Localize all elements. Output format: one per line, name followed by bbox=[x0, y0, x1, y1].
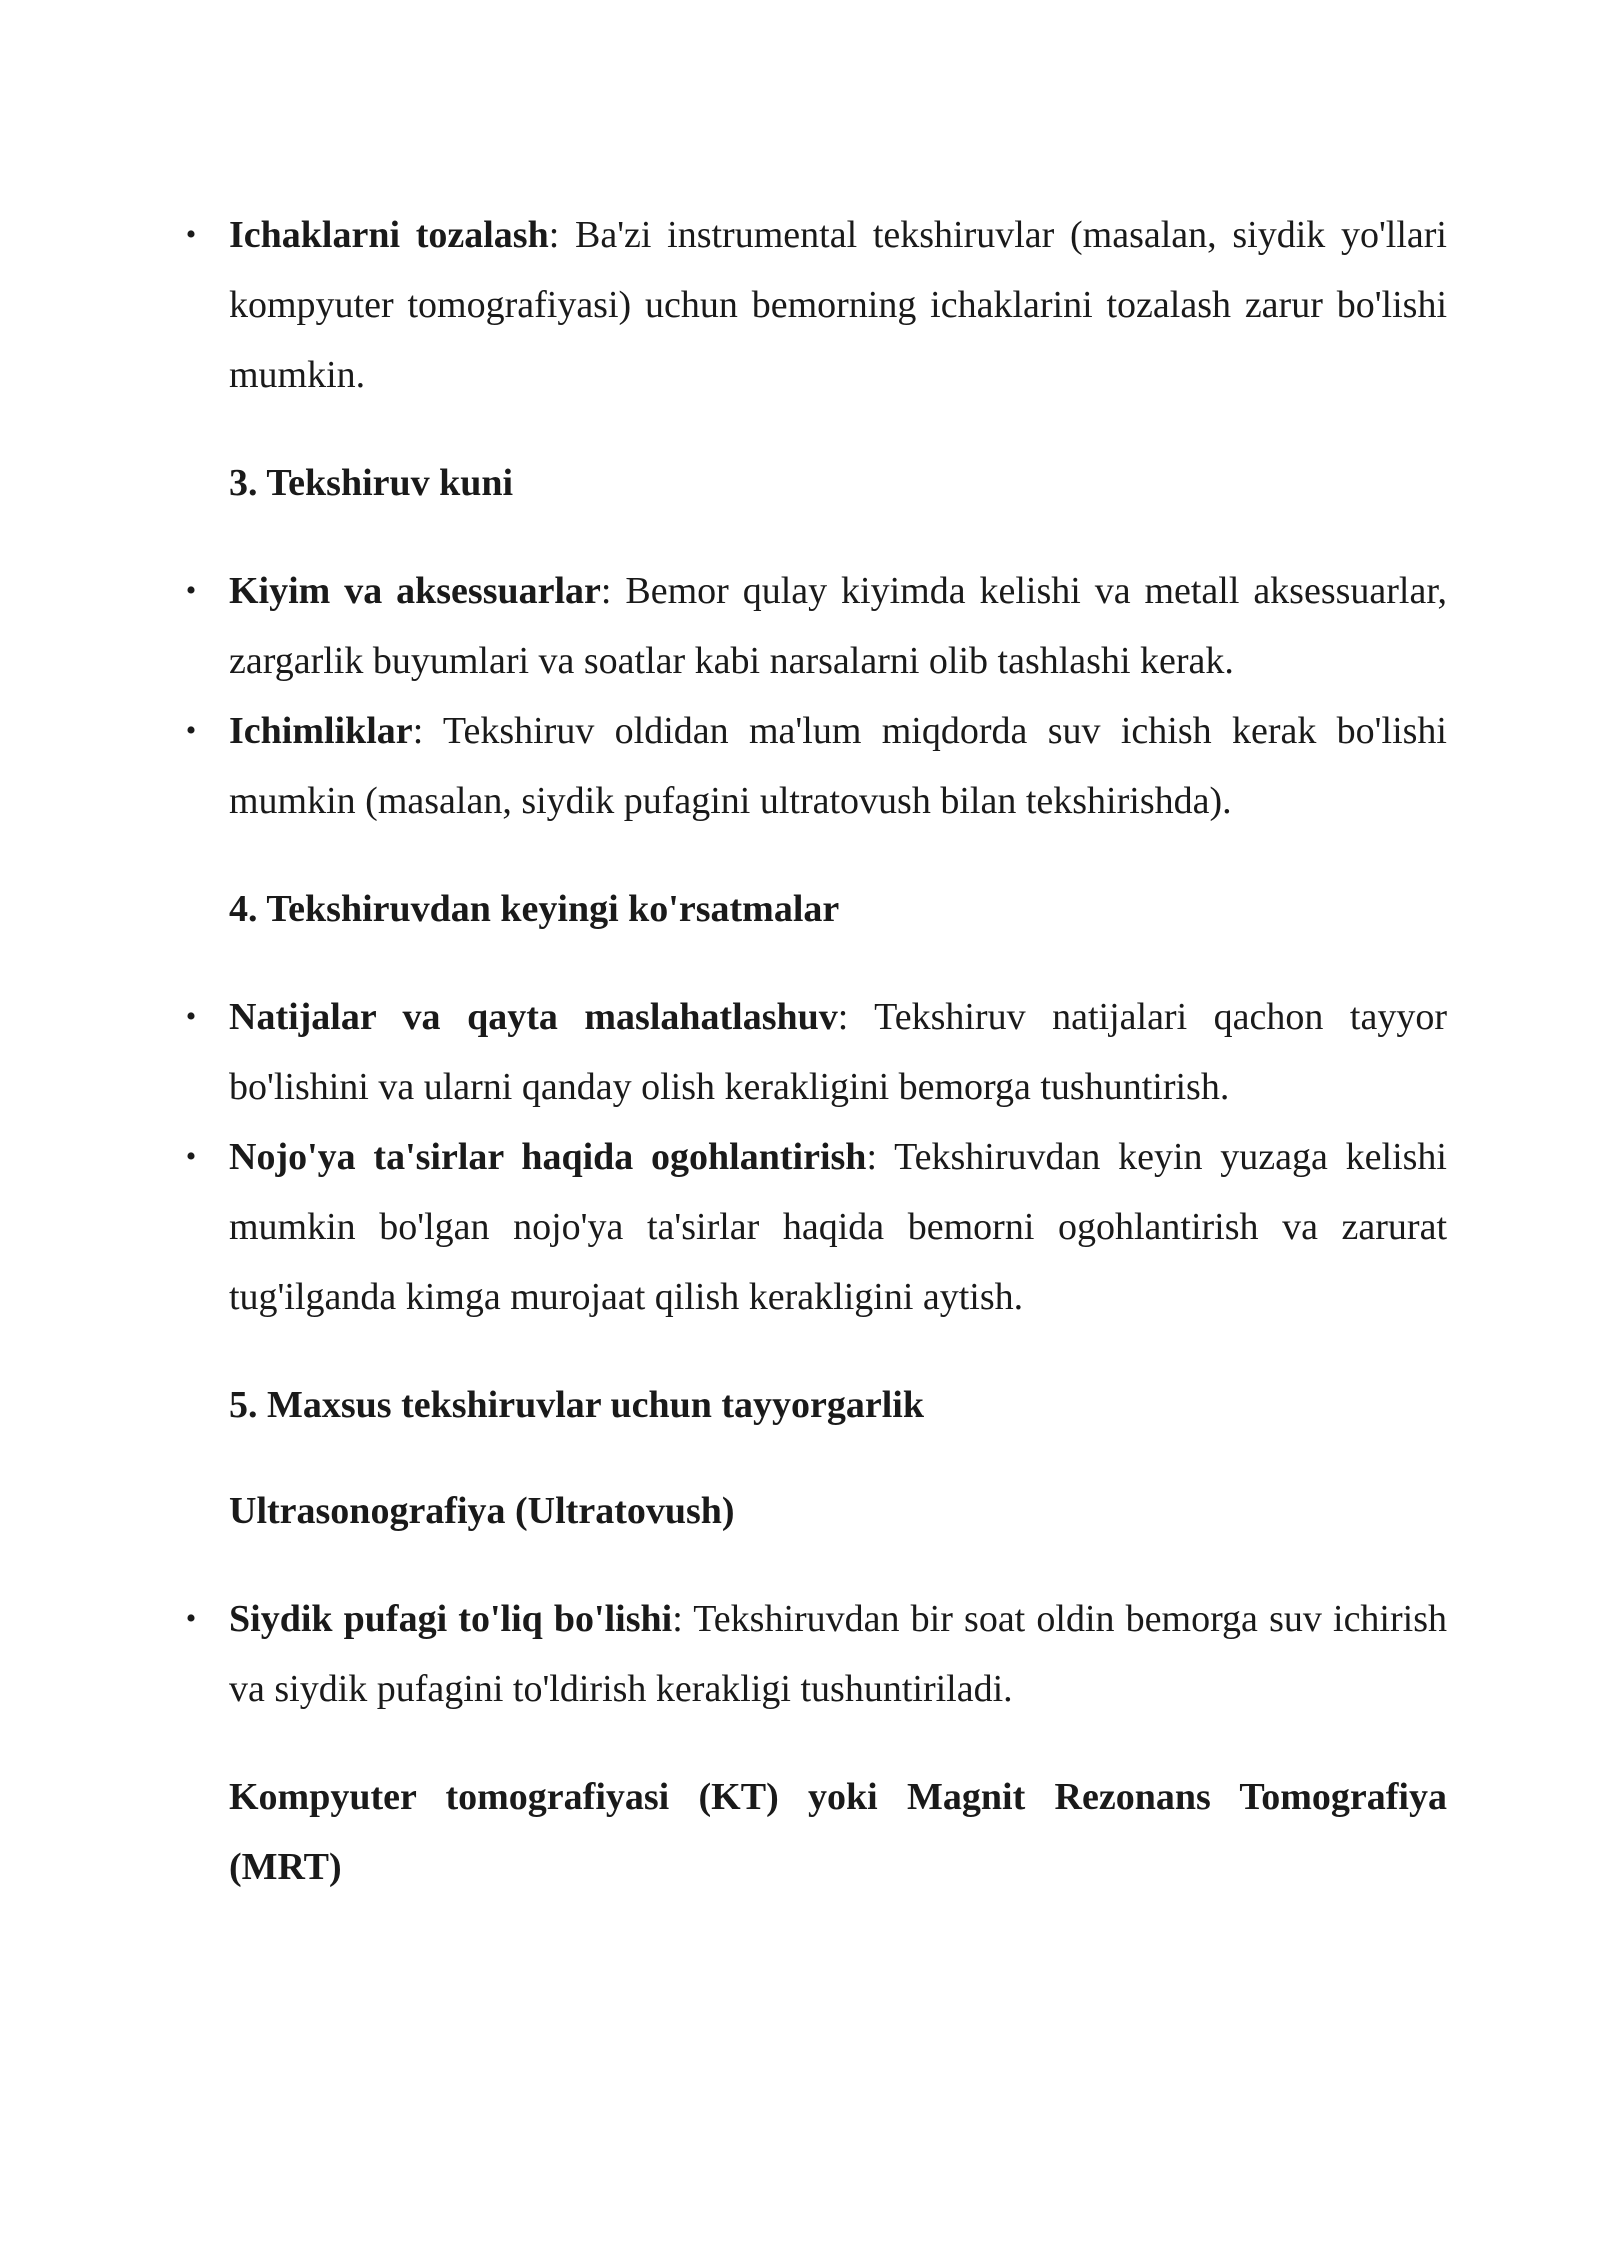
item-text: : Ba'zi instrumental tekshiruvlar (masalan, siydik yo'llari kompyuter tomografiyasi) uchun bemorning ichaklarini tozalash zarur bo'lishi mumkin. bbox=[229, 214, 1447, 396]
bullet-icon: • bbox=[185, 1602, 197, 1635]
bullet-icon: • bbox=[185, 714, 197, 747]
bullet-list bbox=[185, 200, 1447, 410]
item-text: : Bemor qulay kiyimda kelishi va metall aksessuarlar, zargarlik buyumlari va soatlar kabi narsalarni olib tashlashi kerak. bbox=[229, 570, 1447, 682]
section-heading: 3. Tekshiruv kuni bbox=[229, 462, 514, 504]
bullet-icon: • bbox=[185, 1000, 197, 1033]
section-heading: 5. Maxsus tekshiruvlar uchun tayyorgarlik bbox=[229, 1384, 924, 1426]
item-term: Natijalar va qayta maslahatlashuv bbox=[229, 996, 838, 1038]
item-text: : Tekshiruv natijalari qachon tayyor bo'lishini va ularni qanday olish kerakligini bemorga tushuntirish. bbox=[229, 996, 1447, 1108]
subsection-heading: Kompyuter tomografiyasi (KT) yoki Magnit Rezonans Tomografiya (MRT) bbox=[229, 1776, 1447, 1888]
item-term: Kiyim va aksessuarlar bbox=[229, 570, 601, 612]
bullet-list bbox=[185, 1584, 1447, 1724]
item-term: Ichaklarni tozalash bbox=[229, 214, 549, 256]
list-item bbox=[185, 556, 1447, 696]
document-content bbox=[185, 200, 1447, 1902]
list-item bbox=[185, 982, 1447, 1122]
list-item bbox=[185, 696, 1447, 836]
item-text: : Tekshiruvdan keyin yuzaga kelishi mumkin bo'lgan nojo'ya ta'sirlar haqida bemorni ogohlantirish va zarurat tug'ilganda kimga murojaat qilish kerakligini aytish. bbox=[229, 1136, 1447, 1318]
item-term: Siydik pufagi to'liq bo'lishi bbox=[229, 1598, 673, 1640]
list-item bbox=[185, 1584, 1447, 1724]
section-heading: 4. Tekshiruvdan keyingi ko'rsatmalar bbox=[229, 888, 840, 930]
bullet-list bbox=[185, 982, 1447, 1332]
bullet-icon: • bbox=[185, 1140, 197, 1173]
item-text: : Tekshiruv oldidan ma'lum miqdorda suv ichish kerak bo'lishi mumkin (masalan, siydik pufagini ultratovush bilan tekshirishda). bbox=[229, 710, 1447, 822]
item-term: Nojo'ya ta'sirlar haqida ogohlantirish bbox=[229, 1136, 867, 1178]
bullet-icon: • bbox=[185, 574, 197, 607]
item-term: Ichimliklar bbox=[229, 710, 413, 752]
bullet-list bbox=[185, 556, 1447, 836]
subsection-heading: Ultrasonografiya (Ultratovush) bbox=[229, 1490, 735, 1532]
list-item bbox=[185, 200, 1447, 410]
bullet-icon: • bbox=[185, 218, 197, 251]
item-text: : Tekshiruvdan bir soat oldin bemorga suv ichirish va siydik pufagini to'ldirish kerakligi tushuntiriladi. bbox=[229, 1598, 1447, 1710]
list-item bbox=[185, 1122, 1447, 1332]
